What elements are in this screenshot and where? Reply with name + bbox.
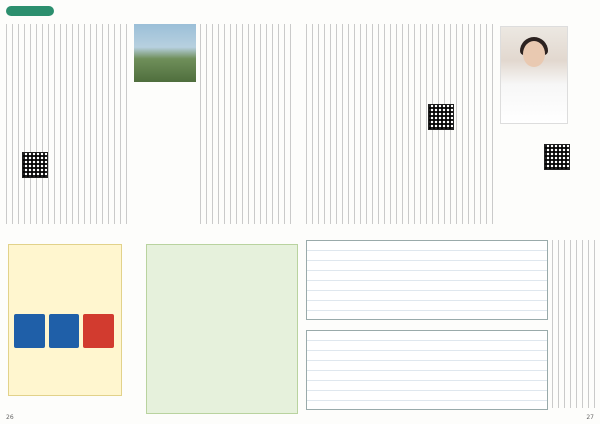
pictogram-icon [14, 314, 45, 348]
page-number: 26 [6, 414, 14, 421]
portrait-face [523, 41, 545, 67]
pictogram-icon [83, 314, 114, 348]
portrait-photo [500, 26, 568, 124]
section-tag [6, 6, 54, 16]
text-columns [200, 24, 296, 224]
pictogram-icon [49, 314, 80, 348]
right-page [300, 0, 600, 424]
qr-code-icon [22, 152, 48, 178]
text-columns [6, 24, 130, 224]
sale-table [306, 330, 548, 410]
qr-code-icon [544, 144, 570, 170]
sale-table [306, 240, 548, 320]
text-columns [306, 24, 496, 224]
page-number: 27 [586, 414, 594, 421]
classes-box [146, 244, 298, 414]
qr-code-icon [428, 104, 454, 130]
text-columns [552, 240, 596, 408]
coast-photo [134, 24, 196, 82]
safety-pictograms [14, 314, 114, 348]
